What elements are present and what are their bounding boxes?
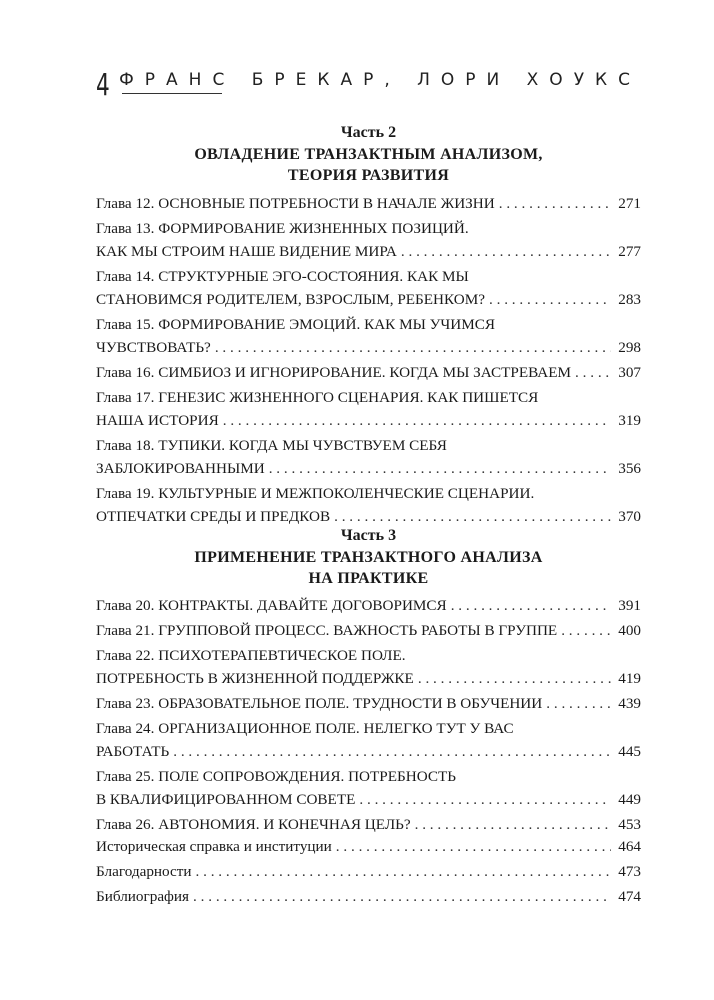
part-title: ТЕОРИЯ РАЗВИТИЯ [287, 167, 450, 184]
toc-back-matter [96, 835, 641, 910]
dot-leader [451, 594, 611, 617]
dot-leader [173, 740, 611, 763]
entry-title: НАША ИСТОРИЯ [96, 412, 219, 429]
entry-page: 449 [618, 791, 641, 808]
part-title: ПРИМЕНЕНИЕ ТРАНЗАКТНОГО АНАЛИЗА [194, 549, 543, 566]
entry-title: Глава 26. АВТОНОМИЯ. И КОНЕЧНАЯ ЦЕЛЬ? [96, 816, 411, 833]
entry-title: Библиография [96, 888, 190, 905]
dot-leader [336, 835, 611, 858]
toc-entry[interactable] [96, 192, 641, 215]
entry-title: Глава 20. КОНТРАКТЫ. ДАВАЙТЕ ДОГОВОРИМСЯ [96, 597, 447, 614]
entry-title: Историческая справка и институции [96, 838, 332, 855]
dot-leader [223, 409, 611, 432]
entry-page: 473 [618, 863, 641, 880]
dot-leader [489, 288, 611, 311]
dot-leader [196, 860, 611, 883]
entry-title: Глава 22. ПСИХОТЕРАПЕВТИЧЕСКОЕ ПОЛЕ. [96, 647, 406, 664]
dot-leader [418, 667, 611, 690]
part-3-heading [96, 525, 641, 589]
dot-leader [499, 192, 611, 215]
toc-entry[interactable] [96, 717, 641, 763]
entry-title: Глава 21. ГРУППОВОЙ ПРОЦЕСС. ВАЖНОСТЬ РАБОТЫ В ГРУППЕ [96, 622, 558, 639]
toc-entry[interactable] [96, 692, 641, 715]
entry-page: 445 [618, 743, 641, 760]
entry-page: 283 [618, 291, 641, 308]
dot-leader [561, 619, 611, 642]
entry-page: 298 [618, 339, 641, 356]
part-2-heading [96, 122, 641, 186]
toc-entry[interactable] [96, 265, 641, 311]
dot-leader [215, 336, 611, 359]
entry-title: Глава 12. ОСНОВНЫЕ ПОТРЕБНОСТИ В НАЧАЛЕ ЖИЗНИ [96, 195, 495, 212]
entry-title: В КВАЛИФИЦИРОВАННОМ СОВЕТЕ [96, 791, 356, 808]
entry-title: ЧУВСТВОВАТЬ? [96, 339, 211, 356]
entry-title: РАБОТАТЬ [96, 743, 170, 760]
toc-part-3 [96, 594, 641, 838]
entry-title: СТАНОВИМСЯ РОДИТЕЛЕМ, ВЗРОСЛЫМ, РЕБЕНКОМ? [96, 291, 485, 308]
entry-page: 319 [618, 412, 641, 429]
entry-title: Глава 13. ФОРМИРОВАНИЕ ЖИЗНЕННЫХ ПОЗИЦИЙ. [96, 220, 469, 237]
toc-part-2 [96, 192, 641, 530]
entry-title: Благодарности [96, 863, 192, 880]
entry-page: 356 [618, 460, 641, 477]
entry-page: 307 [618, 364, 641, 381]
part-label: Часть 3 [340, 527, 397, 544]
entry-title: ОТПЕЧАТКИ СРЕДЫ И ПРЕДКОВ [96, 508, 331, 525]
entry-title: ЗАБЛОКИРОВАННЫМИ [96, 460, 265, 477]
entry-title: Глава 18. ТУПИКИ. КОГДА МЫ ЧУВСТВУЕМ СЕБЯ [96, 437, 447, 454]
toc-entry[interactable] [96, 860, 641, 883]
entry-page: 271 [618, 195, 641, 212]
entry-title: Глава 14. СТРУКТУРНЫЕ ЭГО-СОСТОЯНИЯ. КАК МЫ [96, 268, 469, 285]
dot-leader [415, 813, 611, 836]
toc-entry[interactable] [96, 594, 641, 617]
entry-title: Глава 15. ФОРМИРОВАНИЕ ЭМОЦИЙ. КАК МЫ УЧИМСЯ [96, 316, 495, 333]
toc-entry[interactable] [96, 885, 641, 908]
dot-leader [269, 457, 611, 480]
dot-leader [401, 240, 611, 263]
toc-entry[interactable] [96, 386, 641, 432]
toc-entry[interactable] [96, 813, 641, 836]
entry-page: 277 [618, 243, 641, 260]
dot-leader [193, 885, 611, 908]
dot-leader [575, 361, 611, 384]
running-title: ФРАНС БРЕКАР, ЛОРИ ХОУКС [119, 70, 641, 90]
dot-leader [359, 788, 611, 811]
entry-page: 419 [618, 670, 641, 687]
part-title: ОВЛАДЕНИЕ ТРАНЗАКТНЫМ АНАЛИЗОМ, [194, 146, 543, 163]
part-title: НА ПРАКТИКЕ [308, 570, 429, 587]
page-header [96, 66, 641, 106]
entry-page: 464 [618, 838, 641, 855]
entry-title: КАК МЫ СТРОИМ НАШЕ ВИДЕНИЕ МИРА [96, 243, 397, 260]
entry-page: 370 [618, 508, 641, 525]
toc-entry[interactable] [96, 619, 641, 642]
toc-entry[interactable] [96, 644, 641, 690]
entry-page: 453 [618, 816, 641, 833]
entry-title: Глава 16. СИМБИОЗ И ИГНОРИРОВАНИЕ. КОГДА МЫ ЗАСТРЕВАЕМ [96, 364, 572, 381]
entry-title: Глава 25. ПОЛЕ СОПРОВОЖДЕНИЯ. ПОТРЕБНОСТЬ [96, 768, 456, 785]
entry-title: Глава 23. ОБРАЗОВАТЕЛЬНОЕ ПОЛЕ. ТРУДНОСТИ В ОБУЧЕНИИ [96, 695, 543, 712]
toc-entry[interactable] [96, 361, 641, 384]
entry-page: 474 [618, 888, 641, 905]
toc-entry[interactable] [96, 313, 641, 359]
toc-entry[interactable] [96, 217, 641, 263]
entry-title: Глава 24. ОРГАНИЗАЦИОННОЕ ПОЛЕ. НЕЛЕГКО ТУТ У ВАС [96, 720, 514, 737]
part-label: Часть 2 [340, 124, 397, 141]
toc-entry[interactable] [96, 434, 641, 480]
entry-title: ПОТРЕБНОСТЬ В ЖИЗНЕННОЙ ПОДДЕРЖКЕ [96, 670, 414, 687]
toc-entry[interactable] [96, 482, 641, 528]
toc-entry[interactable] [96, 765, 641, 811]
entry-title: Глава 17. ГЕНЕЗИС ЖИЗНЕННОГО СЦЕНАРИЯ. КАК ПИШЕТСЯ [96, 389, 539, 406]
entry-title: Глава 19. КУЛЬТУРНЫЕ И МЕЖПОКОЛЕНЧЕСКИЕ СЦЕНАРИИ. [96, 485, 535, 502]
page-number: 4 [96, 68, 110, 103]
toc-entry[interactable] [96, 835, 641, 858]
header-rule [122, 93, 222, 94]
entry-page: 400 [618, 622, 641, 639]
entry-page: 439 [618, 695, 641, 712]
entry-page: 391 [618, 597, 641, 614]
dot-leader [546, 692, 611, 715]
